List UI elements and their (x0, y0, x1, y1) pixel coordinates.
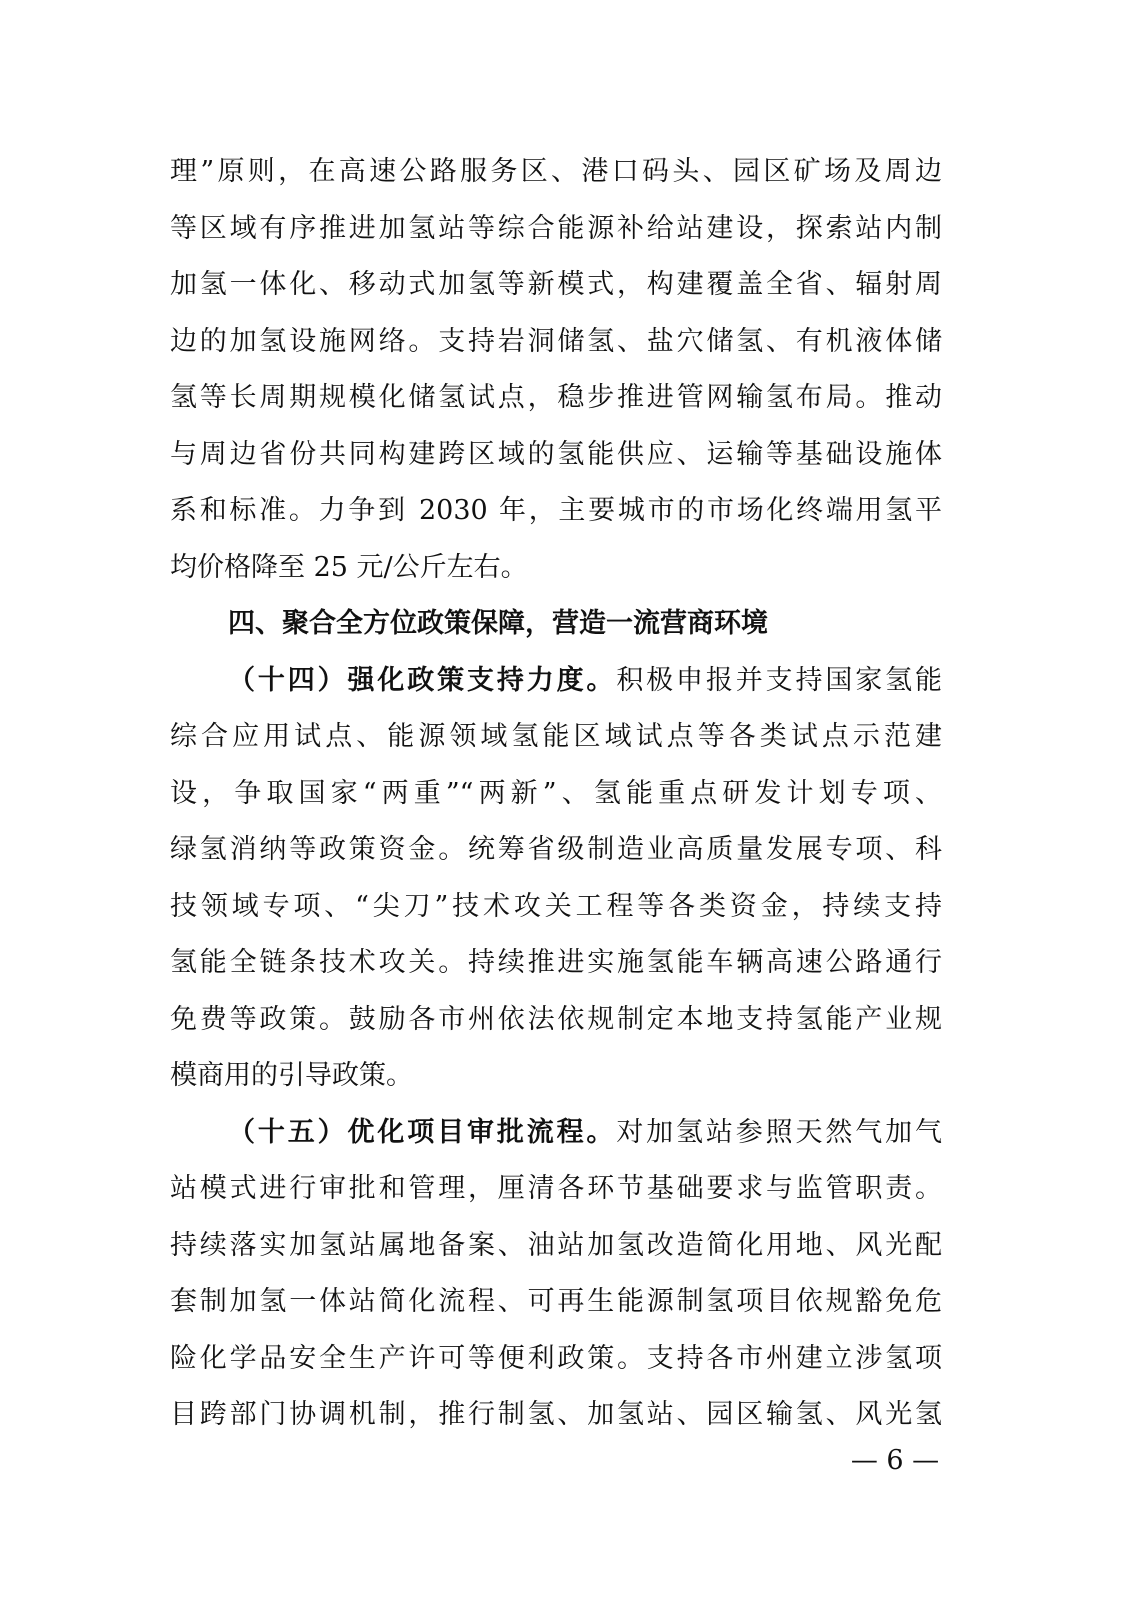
text-line: 系和标准。力争到 2030 年，主要城市的市场化终端用氢平 (170, 495, 942, 526)
text-line: 套制加氢一体站简化流程、可再生能源制氢项目依规豁免危 (170, 1286, 942, 1317)
page-number: — 6 — (850, 1445, 940, 1476)
text-line: 综合应用试点、能源领域氢能区域试点等各类试点示范建 (170, 721, 942, 752)
text-line: 站模式进行审批和管理，厘清各环节基础要求与监管职责。 (170, 1173, 942, 1204)
item-14-first-line-rest: 积极申报并支持国家氢能 (616, 664, 943, 696)
item-14-lead: （十四）强化政策支持力度。 (228, 664, 617, 696)
item-15-first-line-rest: 对加氢站参照天然气加气 (616, 1116, 943, 1148)
text-line: 技领域专项、“尖刀”技术攻关工程等各类资金，持续支持 (170, 890, 942, 922)
text-line: 设，争取国家“两重”“两新”、氢能重点研发计划专项、 (170, 777, 942, 809)
text-line: 持续落实加氢站属地备案、油站加氢改造简化用地、风光配 (170, 1229, 942, 1261)
item-15-lead: （十五）优化项目审批流程。 (228, 1116, 617, 1148)
text-line: 险化学品安全生产许可等便利政策。支持各市州建立涉氢项 (170, 1342, 942, 1374)
text-line: 边的加氢设施网络。支持岩洞储氢、盐穴储氢、有机液体储 (170, 325, 942, 357)
text-line: 模商用的引导政策。 (170, 1060, 413, 1091)
text-line: 均价格降至 25 元/公斤左右。 (170, 551, 528, 583)
section-heading: 四、聚合全方位政策保障，营造一流营商环境 (228, 608, 768, 639)
text-line: 加氢一体化、移动式加氢等新模式，构建覆盖全省、辐射周 (170, 269, 942, 300)
item-15-first-line (170, 1105, 942, 1162)
text-line: 绿氢消纳等政策资金。统筹省级制造业高质量发展专项、科 (170, 834, 942, 865)
document-body (170, 144, 942, 1444)
text-line: 等区域有序推进加氢站等综合能源补给站建设，探索站内制 (170, 212, 942, 244)
text-line: 理”原则，在高速公路服务区、港口码头、园区矿场及周边 (170, 156, 942, 187)
text-line: 目跨部门协调机制，推行制氢、加氢站、园区输氢、风光氢 (170, 1399, 942, 1430)
text-line: 氢等长周期规模化储氢试点，稳步推进管网输氢布局。推动 (170, 382, 942, 413)
text-line: 氢能全链条技术攻关。持续推进实施氢能车辆高速公路通行 (170, 947, 942, 978)
item-14-first-line (170, 653, 942, 710)
text-line: 免费等政策。鼓励各市州依法依规制定本地支持氢能产业规 (170, 1003, 942, 1035)
text-line: 与周边省份共同构建跨区域的氢能供应、运输等基础设施体 (170, 438, 942, 470)
